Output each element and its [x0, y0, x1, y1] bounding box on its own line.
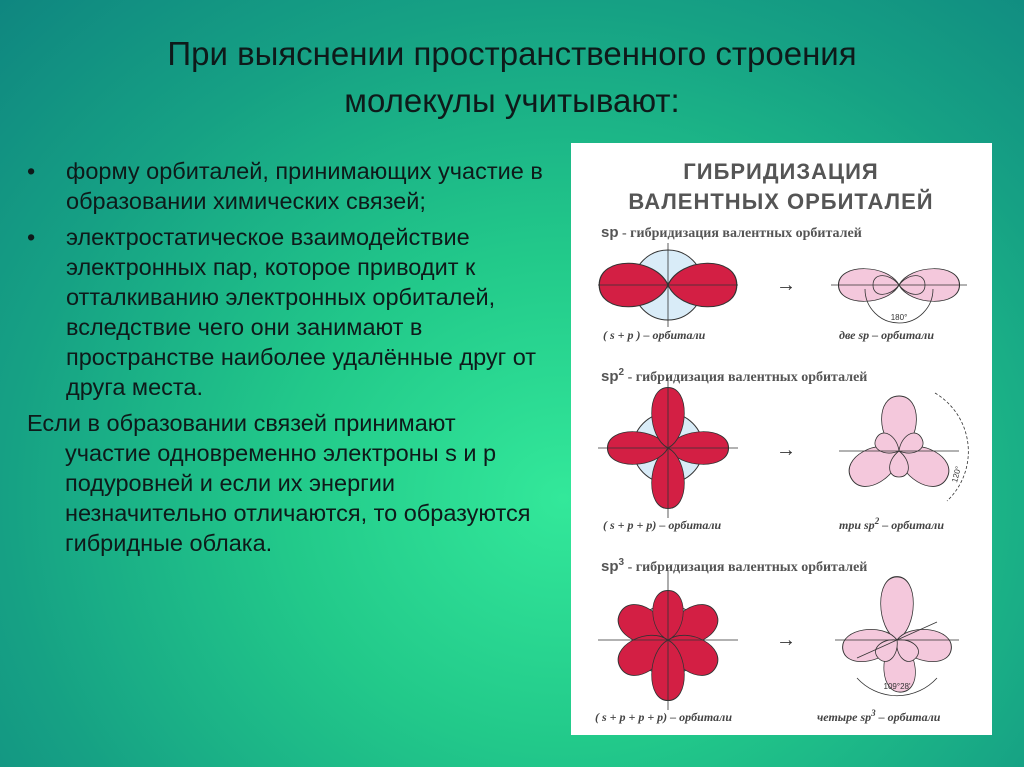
- figure-title-line-1: ГИБРИДИЗАЦИЯ: [683, 159, 879, 184]
- sp-source-orbitals: [598, 243, 738, 327]
- hybridization-figure: [571, 143, 992, 735]
- sp-section-label: sp - гибридизация валентных орбиталей: [601, 224, 862, 241]
- bullet-marker: •: [27, 158, 36, 184]
- bullet-text: форму орбиталей, принимающих участие в образовании химических связей;: [66, 158, 543, 214]
- sp3-section: [595, 557, 959, 724]
- hybrid-lobe: [881, 577, 914, 640]
- hybrid-clouds-paragraph: Если в образовании связей принимают участие одновременно электроны s и p подуровней и если их энергии незначительно отличаются, то образуются гибридные облака.: [27, 410, 531, 556]
- sp3-right-caption: четыре $sp^3$ – орбитали: [817, 708, 941, 724]
- sp3-arrow: →: [776, 629, 796, 651]
- sp2-hybrid-orbitals: [839, 393, 968, 501]
- sp-section: [598, 224, 967, 342]
- sp3-hybrid-orbitals: [835, 577, 959, 696]
- sp3-source-orbitals: [598, 570, 738, 710]
- figure-title-line-2: ВАЛЕНТНЫХ ОРБИТАЛЕЙ: [628, 189, 934, 214]
- hybridization-diagram: [571, 143, 992, 735]
- sp-arrow: →: [776, 274, 796, 296]
- sp2-section-label: $sp^2$ - гибридизация валентных орбиталей: [601, 367, 868, 385]
- bullet-marker: •: [27, 224, 36, 250]
- slide-title: [60, 30, 964, 124]
- sp-left-caption: ( s + p ) – орбитали: [603, 328, 706, 342]
- bullet-electrostatic: [27, 222, 547, 402]
- bullet-text: электростатическое взаимодействие электронных пар, которое приводит к отталкиванию электронных орбиталей, вследствие чего они занимают в пространстве наиболее удалённые друг от друга места.: [66, 224, 537, 400]
- sp2-right-caption: три $sp^2$ – орбитали: [839, 516, 945, 532]
- sp3-angle-label: 109°28': [883, 682, 911, 691]
- sp-angle-label: 180°: [890, 313, 908, 322]
- sp2-left-caption: ( s + p + p) – орбитали: [603, 518, 722, 532]
- sp2-arrow: →: [776, 439, 796, 461]
- sp3-section-label: $sp^3$ - гибридизация валентных орбиталей: [601, 557, 868, 575]
- bullet-orbital-shape: [27, 156, 547, 216]
- slide-title-line-2: молекулы учитывают:: [344, 82, 680, 119]
- sp2-source-orbitals: [598, 378, 738, 518]
- sp-hybrid-orbitals: [831, 269, 967, 323]
- sp2-angle-label: 120°: [950, 465, 964, 484]
- body-text: [27, 156, 547, 558]
- sp3-left-caption: ( s + p + p + p) – орбитали: [595, 710, 733, 724]
- sp-right-caption: две sp – орбитали: [839, 328, 934, 342]
- slide-title-line-1: При выяснении пространственного строения: [167, 35, 857, 72]
- sp2-section: [598, 367, 968, 532]
